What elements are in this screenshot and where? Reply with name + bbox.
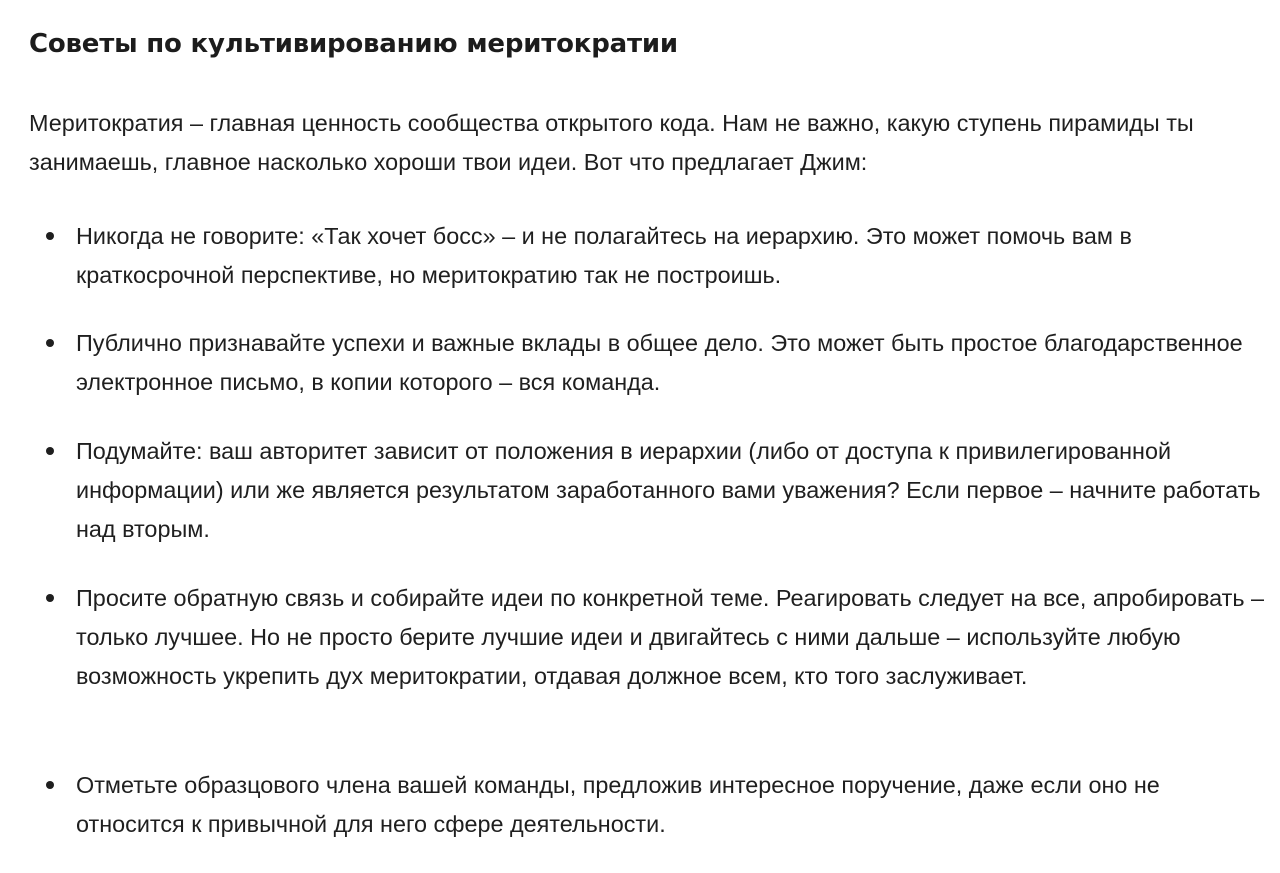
bullet-icon (46, 232, 54, 240)
list-item (29, 579, 1265, 696)
list-item (29, 432, 1265, 549)
bullet-icon (46, 594, 54, 602)
tip-text: Подумайте: ваш авторитет зависит от положения в иерархии (либо от доступа к привилегированной информации) или же является результатом заработанного вами уважения? Если первое – начните работать над вторым. (76, 438, 1261, 542)
tip-text: Никогда не говорите: «Так хочет босс» – и не полагайтесь на иерархию. Это может помочь вам в краткосрочной перспективе, но меритократию так не построишь. (76, 223, 1132, 288)
bullet-icon (46, 339, 54, 347)
tip-text: Отметьте образцового члена вашей команды, предложив интересное поручение, даже если оно не относится к привычной для него сфере деятельности. (76, 772, 1160, 837)
article-intro: Меритократия – главная ценность сообщества открытого кода. Нам не важно, какую ступень пирамиды ты занимаешь, главное насколько хороши твои идеи. Вот что предлагает Джим: (29, 110, 1194, 175)
bullet-icon (46, 447, 54, 455)
bullet-icon (46, 781, 54, 789)
list-item (29, 766, 1265, 844)
tip-text: Публично признавайте успехи и важные вклады в общее дело. Это может быть простое благодарственное электронное письмо, в копии которого – вся команда. (76, 330, 1243, 395)
list-item (29, 324, 1265, 402)
article-title: Советы по культивированию меритократии (29, 29, 678, 59)
tip-text: Просите обратную связь и собирайте идеи по конкретной теме. Реагировать следует на все, апробировать – только лучшее. Но не просто берите лучшие идеи и двигайтесь с ними дальше – используйте любую возможность укрепить дух меритократии, отдавая должное всем, кто того заслуживает. (76, 585, 1265, 689)
list-item (29, 217, 1265, 295)
